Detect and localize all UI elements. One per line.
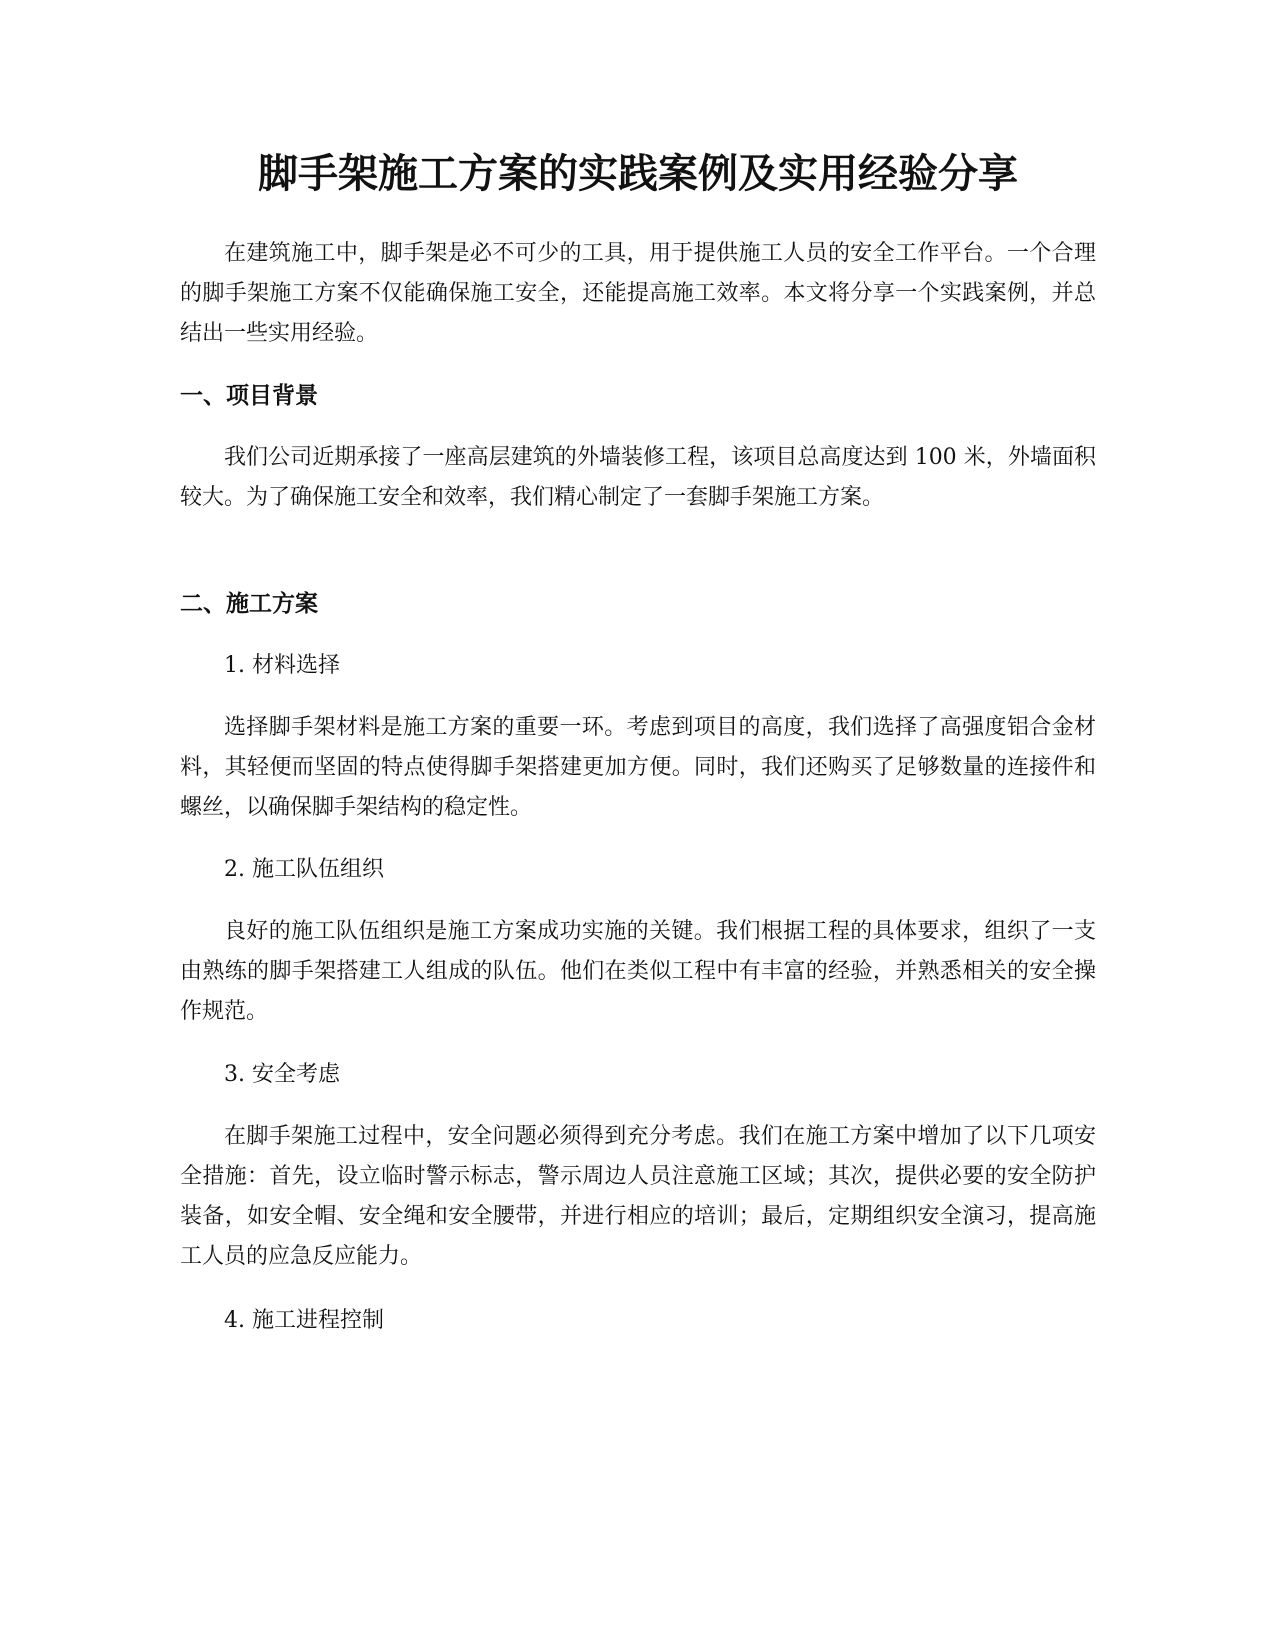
team-paragraph: 良好的施工队伍组织是施工方案成功实施的关键。我们根据工程的具体要求，组织了一支由熟练的脚手架搭建工人组成的队伍。他们在类似工程中有丰富的经验，并熟悉相关的安全操作规范。: [180, 919, 1096, 1024]
section-heading-background: 一、项目背景: [180, 383, 318, 409]
subheading-materials: 1. 材料选择: [224, 653, 340, 678]
subheading-safety: 3. 安全考虑: [224, 1062, 340, 1087]
subheading-progress-control: 4. 施工进程控制: [224, 1308, 384, 1333]
document-title: 脚手架施工方案的实践案例及实用经验分享: [258, 151, 1018, 197]
background-paragraph: 我们公司近期承接了一座高层建筑的外墙装修工程，该项目总高度达到 100 米，外墙面积较大。为了确保施工安全和效率，我们精心制定了一套脚手架施工方案。: [180, 445, 1096, 510]
safety-paragraph: 在脚手架施工过程中，安全问题必须得到充分考虑。我们在施工方案中增加了以下几项安全措施：首先，设立临时警示标志，警示周边人员注意施工区域；其次，提供必要的安全防护装备，如安全帽、安全绳和安全腰带，并进行相应的培训；最后，定期组织安全演习，提高施工人员的应急反应能力。: [180, 1124, 1096, 1269]
section-heading-plan: 二、施工方案: [180, 591, 318, 617]
subheading-team: 2. 施工队伍组织: [224, 857, 384, 882]
materials-paragraph: 选择脚手架材料是施工方案的重要一环。考虑到项目的高度，我们选择了高强度铝合金材料，其轻便而坚固的特点使得脚手架搭建更加方便。同时，我们还购买了足够数量的连接件和螺丝，以确保脚手架结构的稳定性。: [180, 715, 1096, 820]
intro-paragraph: 在建筑施工中，脚手架是必不可少的工具，用于提供施工人员的安全工作平台。一个合理的脚手架施工方案不仅能确保施工安全，还能提高施工效率。本文将分享一个实践案例，并总结出一些实用经验。: [180, 241, 1096, 346]
